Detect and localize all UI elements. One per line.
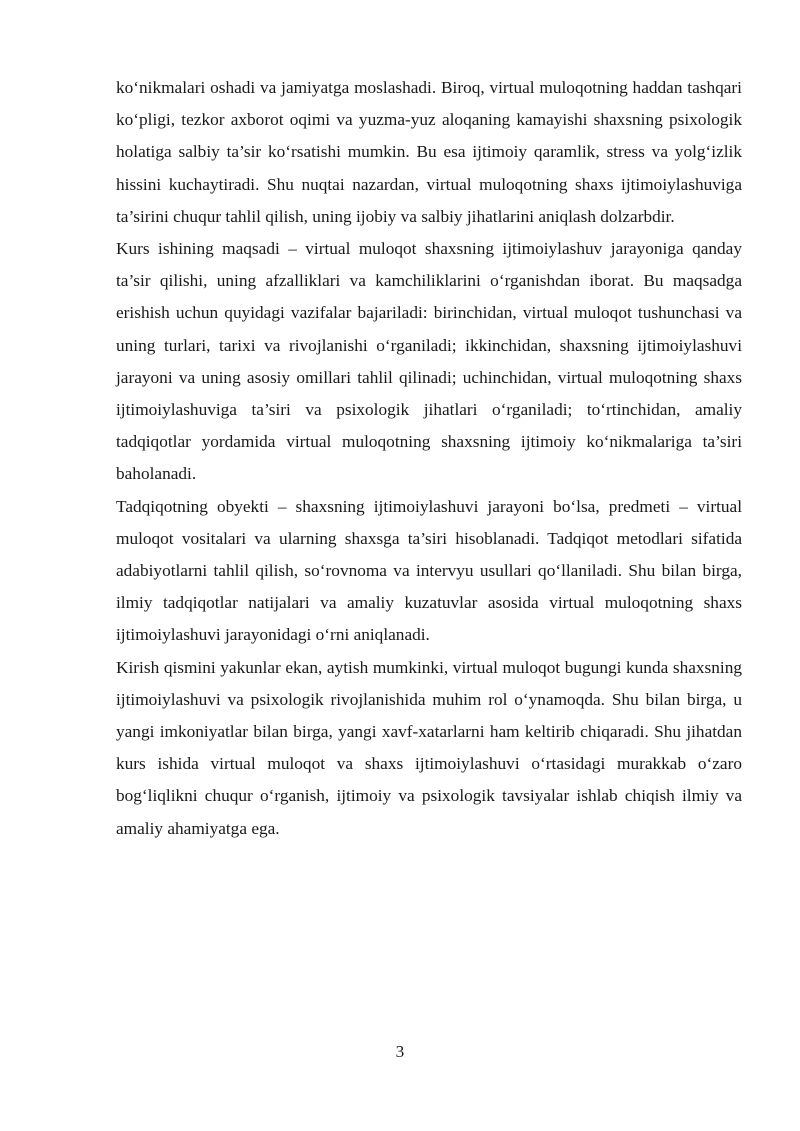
paragraph-object-subject: Tadqiqotning obyekti – shaxsning ijtimoiylashuvi jarayoni bo‘lsa, predmeti – virtual muloqot vositalari va ularning shaxsga ta’siri hisoblanadi. Tadqiqot metodlari sifatida adabiyotlarni tahlil qilish, so‘rovnoma va intervyu usullari qo‘llaniladi. Shu bilan birga, ilmiy tadqiqotlar natijalari va amaliy kuzatuvlar asosida virtual muloqotning shaxs ijtimoiylashuvi jarayonidagi o‘rni aniqlanadi. bbox=[116, 496, 742, 645]
body-text bbox=[116, 72, 742, 845]
paragraph-conclusion: Kirish qismini yakunlar ekan, aytish mumkinki, virtual muloqot bugungi kunda shaxsning ijtimoiylashuvi va psixologik rivojlanishida muhim rol o‘ynamoqda. Shu bilan birga, u yangi imkoniyatlar bilan birga, yangi xavf-xatarlarni ham keltirib chiqaradi. Shu jihatdan kurs ishida virtual muloqot va shaxs ijtimoiylashuvi o‘rtasidagi murakkab o‘zaro bog‘liqlikni chuqur o‘rganish, ijtimoiy va psixologik tavsiyalar ishlab chiqish ilmiy va amaliy ahamiyatga ega. bbox=[116, 657, 742, 838]
paragraph-purpose: Kurs ishining maqsadi – virtual muloqot shaxsning ijtimoiylashuv jarayoniga qanday ta’sir qilishi, uning afzalliklari va kamchiliklarini o‘rganishdan iborat. Bu maqsadga erishish uchun quyidagi vazifalar bajariladi: birinchidan, virtual muloqot tushunchasi va uning turlari, tarixi va rivojlanishi o‘rganiladi; ikkinchidan, shaxsning ijtimoiylashuvi jarayoni va uning asosiy omillari tahlil qilinadi; uchinchidan, virtual muloqotning shaxs ijtimoiylashuviga ta’siri va psixologik jihatlari o‘rganiladi; to‘rtinchidan, amaliy tadqiqotlar yordamida virtual muloqotning shaxsning ijtimoiy ko‘nikmalariga ta’siri baholanadi. bbox=[116, 239, 742, 484]
paragraph-continuation: ko‘nikmalari oshadi va jamiyatga moslashadi. Biroq, virtual muloqotning haddan tashqari ko‘pligi, tezkor axborot oqimi va yuzma-yuz aloqaning kamayishi shaxsning psixologik holatiga salbiy ta’sir ko‘rsatishi mumkin. Bu esa ijtimoiy qaramlik, stress va yolg‘izlik hissini kuchaytiradi. Shu nuqtai nazardan, virtual muloqotning shaxs ijtimoiylashuviga ta’sirini chuqur tahlil qilish, uning ijobiy va salbiy jihatlarini aniqlash dolzarbdir. bbox=[116, 78, 742, 226]
page-number: 3 bbox=[395, 1042, 405, 1061]
